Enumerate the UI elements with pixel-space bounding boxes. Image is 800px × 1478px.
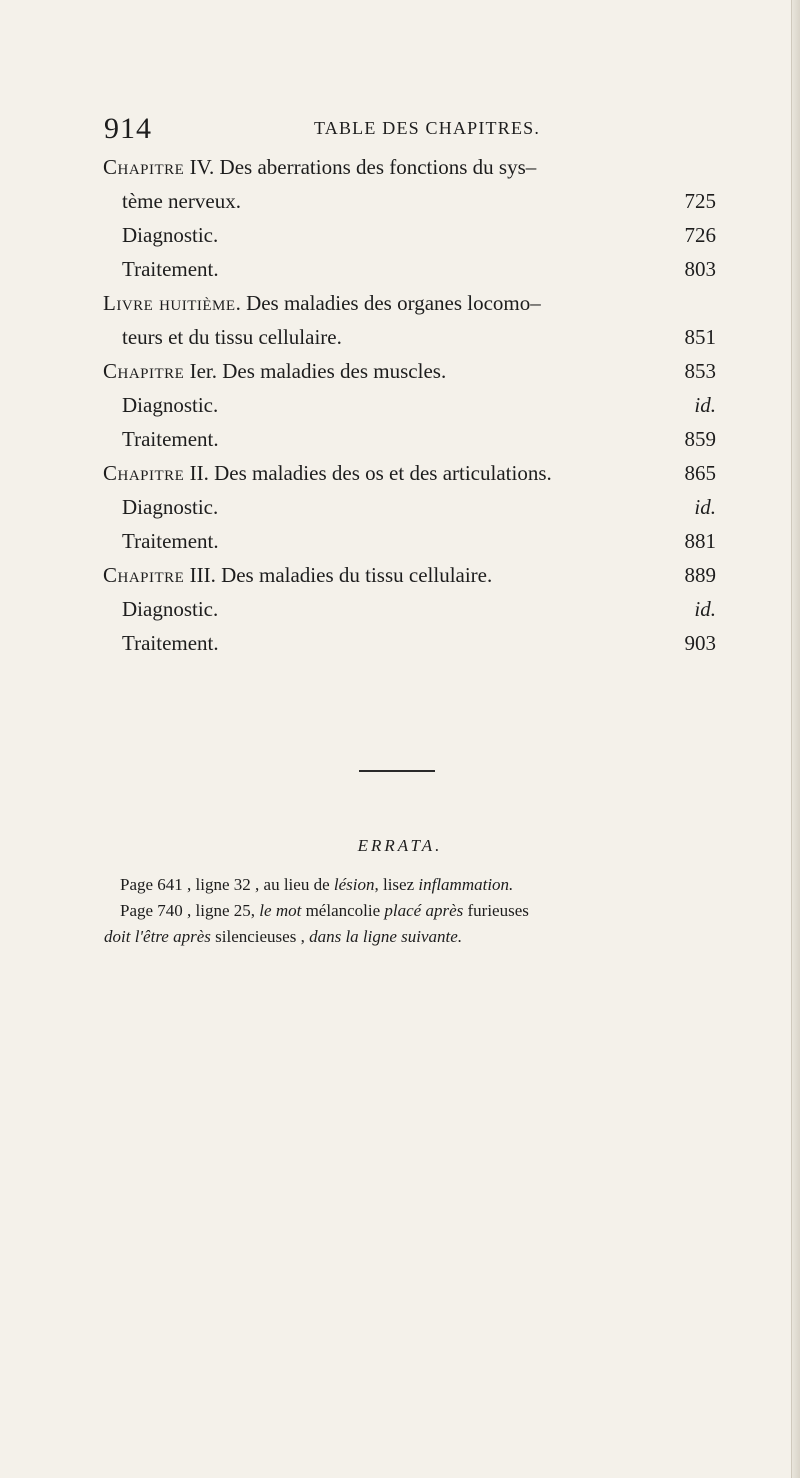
- toc-entry-label: Livre huitième: [103, 291, 236, 315]
- errata-line: [104, 924, 724, 950]
- toc-entry-label: Chapitre: [103, 155, 185, 179]
- toc-entry-title: [103, 150, 646, 184]
- toc-entry-title: [103, 490, 646, 524]
- toc-entry: [103, 286, 716, 320]
- toc-entry-page: 726: [684, 223, 716, 247]
- toc-entry: [103, 150, 716, 184]
- errata-body: [104, 872, 724, 950]
- toc-entry-page: id.: [694, 393, 716, 417]
- toc-entry: [103, 218, 716, 252]
- toc-entry-text: II. Des maladies des os et des articulations.: [184, 461, 552, 485]
- toc-entry-page: 865: [684, 461, 716, 485]
- errata-segment: Page 641 , ligne 32 , au lieu de: [120, 875, 334, 894]
- toc-entry-title: [103, 626, 646, 660]
- page-header: [104, 112, 694, 152]
- errata-segment: inflammation.: [418, 875, 514, 894]
- toc-entry-page: 881: [684, 529, 716, 553]
- toc-entry-page: 903: [684, 631, 716, 655]
- errata-line: [104, 898, 724, 924]
- toc-entry-title: [103, 422, 646, 456]
- toc-entry-page: id.: [694, 495, 716, 519]
- toc-entry-title: [103, 456, 646, 490]
- toc-entry-text: Diagnostic.: [122, 495, 219, 519]
- toc-entry-title: [103, 286, 646, 320]
- toc-entry-text: Traitement.: [122, 427, 219, 451]
- table-of-contents: [103, 150, 716, 660]
- toc-entry-text: Ier. Des maladies des muscles.: [184, 359, 447, 383]
- toc-entry-text: III. Des maladies du tissu cellulaire.: [184, 563, 493, 587]
- toc-entry-text: . Des maladies des organes locomo–: [235, 291, 541, 315]
- toc-entry: [103, 490, 716, 524]
- errata-line: [104, 872, 724, 898]
- toc-entry: [103, 558, 716, 592]
- toc-entry: [103, 422, 716, 456]
- toc-entry-title: [103, 320, 646, 354]
- toc-entry-label: Chapitre: [103, 461, 185, 485]
- toc-entry-text: tème nerveux.: [122, 189, 241, 213]
- errata-segment: placé après: [384, 901, 464, 920]
- toc-entry-page: 725: [684, 189, 716, 213]
- errata-segment: , lisez: [374, 875, 419, 894]
- toc-entry-text: Diagnostic.: [122, 223, 219, 247]
- toc-entry-text: Diagnostic.: [122, 393, 219, 417]
- toc-entry: [103, 320, 716, 354]
- toc-entry-title: [103, 252, 646, 286]
- toc-entry-text: IV. Des aberrations des fonctions du sys–: [184, 155, 537, 179]
- errata-segment: le mot: [259, 901, 302, 920]
- errata-segment: lésion: [333, 875, 375, 894]
- page-number: 914: [104, 112, 152, 145]
- running-title: TABLE DES CHAPITRES.: [314, 118, 541, 138]
- toc-entry-page: 851: [684, 325, 716, 349]
- toc-entry-title: [103, 592, 646, 626]
- toc-entry-title: [103, 388, 646, 422]
- toc-entry-text: Traitement.: [122, 257, 219, 281]
- page-edge: [791, 0, 800, 1478]
- toc-entry-title: [103, 184, 646, 218]
- toc-entry: [103, 252, 716, 286]
- errata-title: ERRATA.: [357, 836, 443, 855]
- toc-entry: [103, 456, 716, 490]
- toc-entry: [103, 524, 716, 558]
- toc-entry-title: [103, 524, 646, 558]
- toc-entry: [103, 388, 716, 422]
- toc-entry-label: Chapitre: [103, 563, 185, 587]
- errata-segment: Page 740 , ligne 25,: [120, 901, 260, 920]
- toc-entry-text: Traitement.: [122, 529, 219, 553]
- toc-entry-label: Chapitre: [103, 359, 185, 383]
- errata-segment: dans la ligne suivante.: [309, 927, 463, 946]
- errata-segment: furieuses: [463, 901, 529, 920]
- toc-entry-title: [103, 218, 646, 252]
- toc-entry-title: [103, 354, 646, 388]
- toc-entry: [103, 184, 716, 218]
- toc-entry-title: [103, 558, 646, 592]
- toc-entry-page: 859: [684, 427, 716, 451]
- toc-entry-page: 889: [684, 563, 716, 587]
- toc-entry-page: 803: [684, 257, 716, 281]
- errata-segment: mélancolie: [301, 901, 385, 920]
- toc-entry: [103, 626, 716, 660]
- toc-entry-text: Traitement.: [122, 631, 219, 655]
- toc-entry-page: 853: [684, 359, 716, 383]
- toc-entry-text: teurs et du tissu cellulaire.: [122, 325, 342, 349]
- toc-entry-page: id.: [694, 597, 716, 621]
- toc-entry: [103, 354, 716, 388]
- errata-segment: doit l'être après: [104, 927, 211, 946]
- toc-entry-text: Diagnostic.: [122, 597, 219, 621]
- toc-entry: [103, 592, 716, 626]
- section-divider: [359, 770, 435, 772]
- errata-segment: silencieuses ,: [210, 927, 310, 946]
